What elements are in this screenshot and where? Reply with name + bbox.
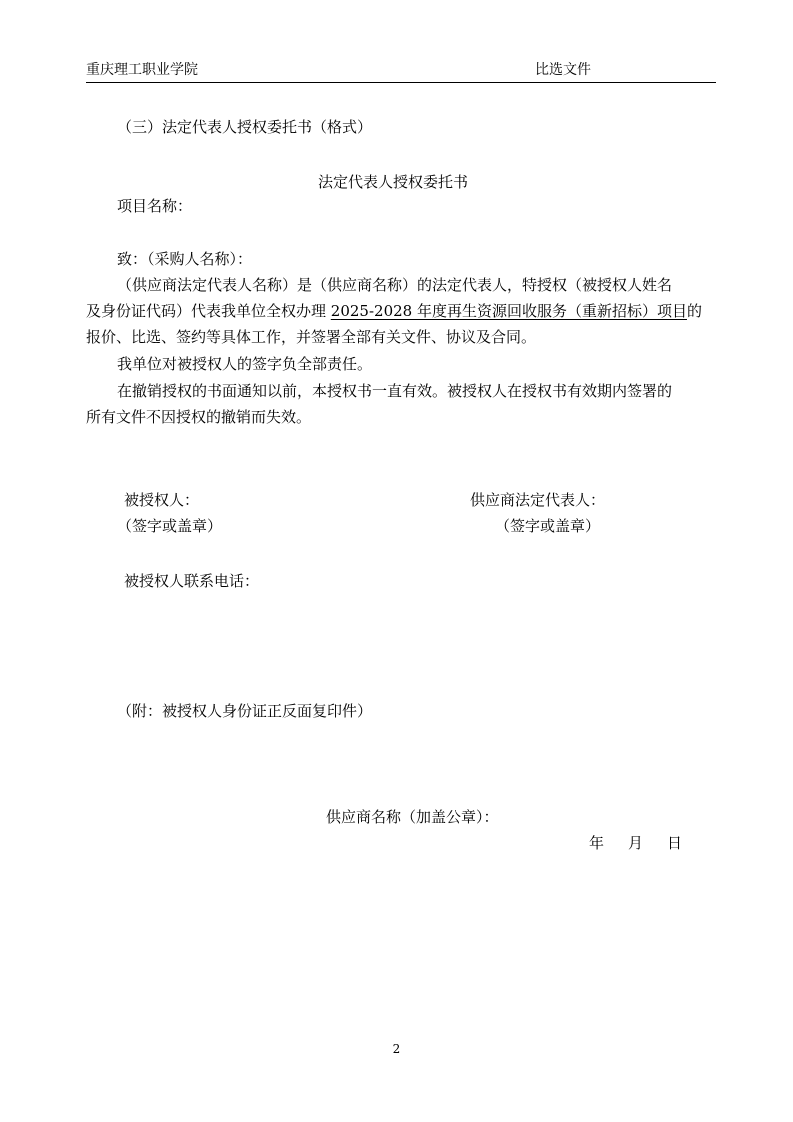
header-doc-type: 比选文件 — [535, 62, 591, 78]
supplier-seal-label: 供应商名称（加盖公章）： — [326, 808, 499, 826]
date-year: 年 — [589, 834, 605, 852]
date-day: 日 — [667, 834, 683, 852]
date-month: 月 — [628, 834, 644, 852]
paragraph-validity-line-2: 所有文件不因授权的撤销而失效。 — [86, 408, 312, 426]
header-divider — [86, 82, 716, 83]
project-title: 2025-2028 年度再生资源回收服务（重新招标）项目 — [330, 302, 687, 320]
paragraph-authorization-line-1: （供应商法定代表人名称）是（供应商名称）的法定代表人，特授权（被授权人姓名 — [117, 276, 673, 294]
representative-signature-note: （签字或盖章） — [495, 517, 601, 535]
grantee-label: 被授权人： — [124, 491, 200, 509]
paragraph-validity-line-1: 在撤销授权的书面通知以前，本授权书一直有效。被授权人在授权书有效期内签署的 — [117, 382, 673, 400]
paragraph-authorization-line-2 — [86, 301, 702, 321]
paragraph-responsibility: 我单位对被授权人的签字负全部责任。 — [117, 355, 373, 373]
authorization-text: 及身份证代码）代表我单位全权办理 — [86, 302, 331, 320]
section-heading: （三）法定代表人授权委托书（格式） — [117, 118, 373, 136]
page-number: 2 — [392, 1042, 401, 1056]
attachment-note: （附：被授权人身份证正反面复印件） — [117, 702, 373, 720]
project-name-label: 项目名称： — [117, 197, 193, 215]
addressee-line: 致：（采购人名称）： — [117, 250, 253, 268]
authorization-text-end: 的 — [686, 302, 702, 320]
paragraph-authorization-line-3: 报价、比选、签约等具体工作，并签署全部有关文件、协议及合同。 — [86, 328, 537, 346]
grantee-phone-label: 被授权人联系电话： — [124, 572, 260, 590]
document-title: 法定代表人授权委托书 — [318, 173, 469, 191]
grantee-signature-note: （签字或盖章） — [117, 517, 223, 535]
header-institution: 重庆理工职业学院 — [86, 62, 198, 78]
representative-label: 供应商法定代表人： — [470, 491, 606, 509]
